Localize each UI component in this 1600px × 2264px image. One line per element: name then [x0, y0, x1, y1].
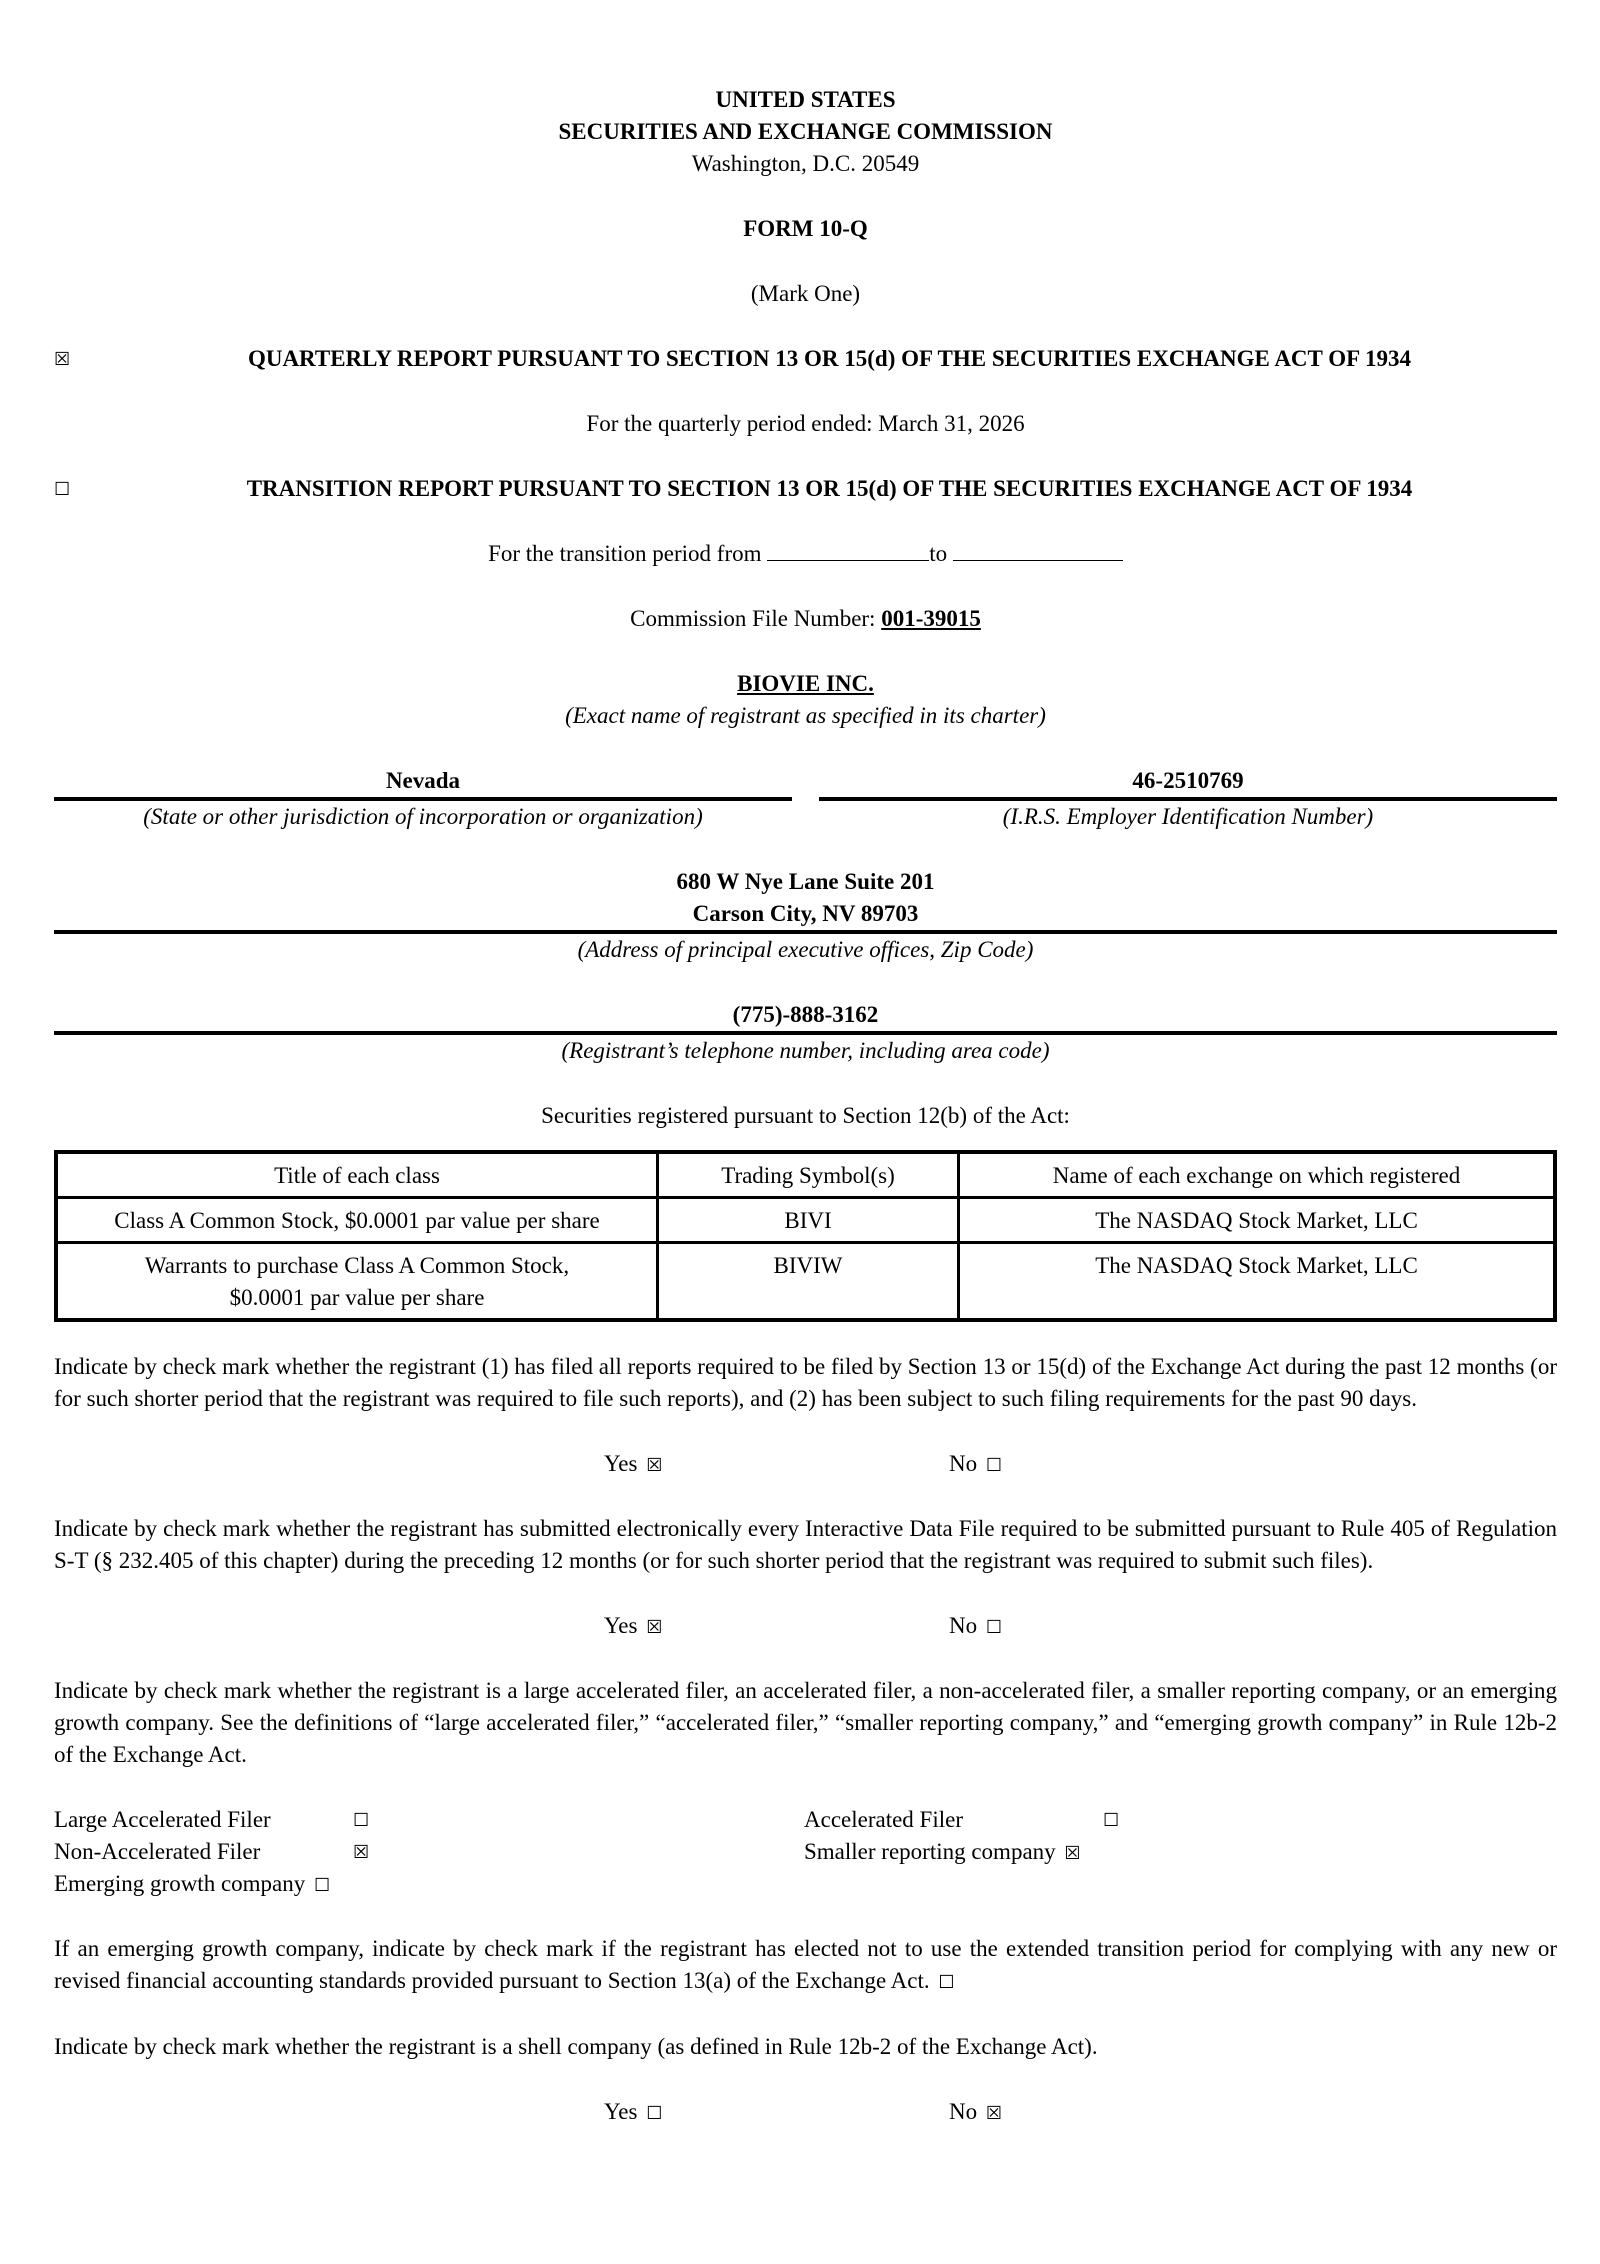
address-line-2: Carson City, NV 89703 — [692, 901, 919, 926]
transition-report-title: TRANSITION REPORT PURSUANT TO SECTION 13 OR 15(d) OF THE SECURITIES EXCHANGE ACT OF 1934 — [246, 476, 1413, 501]
yes-checkbox[interactable]: ☒ — [646, 1455, 663, 1475]
yes-option[interactable]: Yes ☒ — [604, 1613, 663, 1638]
quarterly-report-title: QUARTERLY REPORT PURSUANT TO SECTION 13 OR 15(d) OF THE SECURITIES EXCHANGE ACT OF 1934 — [247, 346, 1412, 371]
transition-report-row — [54, 473, 1557, 505]
emerging-growth-option[interactable]: Emerging growth company ☐ — [54, 1871, 331, 1896]
securities-intro: Securities registered pursuant to Section 12(b) of the Act: — [541, 1103, 1070, 1128]
table-row — [56, 1198, 1555, 1243]
table-row — [56, 1243, 1555, 1321]
no-option[interactable]: No ☐ — [949, 1451, 1003, 1476]
yes-checkbox[interactable]: ☐ — [646, 2103, 663, 2123]
yes-option[interactable]: Yes ☐ — [604, 2099, 663, 2124]
no-option[interactable]: No ☐ — [949, 1613, 1003, 1638]
transition-period — [54, 538, 1557, 570]
no-checkbox[interactable]: ☐ — [985, 1617, 1003, 1637]
no-checkbox[interactable]: ☒ — [985, 2103, 1003, 2123]
state-ein-row — [54, 765, 1557, 833]
quarterly-report-row — [54, 343, 1557, 375]
cell-title: Class A Common Stock, $0.0001 par value per share — [56, 1198, 658, 1243]
yes-checkbox[interactable]: ☒ — [646, 1617, 663, 1637]
state-value: Nevada — [385, 768, 461, 793]
commission-file-number: 001-39015 — [881, 606, 981, 631]
shell-company-question: Indicate by check mark whether the registrant is a shell company (as defined in Rule 12b-2 of the Exchange Act). — [54, 2034, 1098, 2059]
col-header-exchange: Name of each exchange on which registered — [959, 1152, 1556, 1198]
transition-from-blank[interactable] — [767, 538, 929, 561]
header-commission: SECURITIES AND EXCHANGE COMMISSION — [558, 119, 1053, 144]
large-accelerated-filer-checkbox[interactable]: ☐ — [353, 1810, 370, 1830]
address-caption: (Address of principal executive offices, Zip Code) — [577, 937, 1034, 962]
cell-exchange: The NASDAQ Stock Market, LLC — [959, 1198, 1556, 1243]
registrant-name-caption: (Exact name of registrant as specified in its charter) — [565, 703, 1046, 728]
smaller-reporting-option[interactable]: Smaller reporting company ☒ — [804, 1839, 1081, 1864]
shell-company-answer — [54, 2096, 1557, 2128]
transition-to-blank[interactable] — [953, 538, 1123, 561]
non-accelerated-filer-checkbox[interactable]: ☒ — [353, 1842, 370, 1862]
form-page — [54, 84, 1557, 2128]
registrant-name: BIOVIE INC. — [737, 671, 874, 696]
ein-block — [819, 765, 1557, 833]
emerging-growth-election-checkbox[interactable]: ☐ — [938, 1972, 955, 1992]
col-header-symbol: Trading Symbol(s) — [658, 1152, 959, 1198]
col-header-title: Title of each class — [56, 1152, 658, 1198]
form-title: FORM 10-Q — [743, 216, 868, 241]
filer-status-question: Indicate by check mark whether the registrant is a large accelerated filer, an accelerated filer, a non-accelerated filer, a smaller reporting company, or an emerging growth company. See the definitions of “large accelerated filer,” “accelerated filer,” “smaller reporting company,” and “emerging growth company” in Rule 12b-2 of the Exchange Act. — [54, 1678, 1557, 1767]
state-block — [54, 765, 792, 833]
no-checkbox[interactable]: ☐ — [985, 1455, 1003, 1475]
ein-caption: (I.R.S. Employer Identification Number) — [1002, 804, 1374, 829]
accelerated-filer-option[interactable]: Accelerated Filer — [804, 1807, 963, 1832]
cell-title-line-2: $0.0001 par value per share — [229, 1285, 485, 1310]
header-address: Washington, D.C. 20549 — [691, 151, 920, 176]
transition-to-label: to — [929, 541, 948, 566]
ein-value: 46-2510769 — [1132, 768, 1244, 793]
state-caption: (State or other jurisdiction of incorporation or organization) — [143, 804, 703, 829]
cell-exchange: The NASDAQ Stock Market, LLC — [959, 1243, 1556, 1321]
quarterly-period: For the quarterly period ended: March 31, 2026 — [586, 411, 1025, 436]
quarterly-checkbox[interactable]: ☒ — [54, 349, 71, 369]
cell-title-line-1: Warrants to purchase Class A Common Stock, — [144, 1253, 570, 1278]
phone-block — [54, 999, 1557, 1067]
emerging-growth-election-question: If an emerging growth company, indicate by check mark if the registrant has elected not to use the extended transition period for complying with any new or revised financial accounting standards provided pursuant to Section 13(a) of the Exchange Act. ☐ — [54, 1936, 1557, 1993]
yes-option[interactable]: Yes ☒ — [604, 1451, 663, 1476]
reports-filed-question: Indicate by check mark whether the registrant (1) has filed all reports required to be filed by Section 13 or 15(d) of the Exchange Act during the past 12 months (or for such shorter period that the registrant was required to file such reports), and (2) has been subject to such filing requirements for the past 90 days. — [54, 1354, 1557, 1411]
mark-one: (Mark One) — [750, 281, 861, 306]
cell-symbol: BIVI — [658, 1198, 959, 1243]
no-option[interactable]: No ☒ — [949, 2099, 1003, 2124]
securities-table — [54, 1150, 1557, 1322]
non-accelerated-filer-option[interactable]: Non-Accelerated Filer — [54, 1839, 261, 1864]
reports-filed-answer — [54, 1448, 1557, 1480]
smaller-reporting-checkbox[interactable]: ☒ — [1064, 1843, 1081, 1863]
filer-status-options — [54, 1804, 1557, 1900]
interactive-data-question: Indicate by check mark whether the registrant has submitted electronically every Interactive Data File required to be submitted pursuant to Rule 405 of Regulation S-T (§ 232.405 of this chapter) during the preceding 12 months (or for such shorter period that the registrant was required to submit such files). — [54, 1516, 1557, 1573]
phone-value: (775)-888-3162 — [732, 1002, 879, 1027]
address-block — [54, 866, 1557, 966]
phone-caption: (Registrant’s telephone number, including area code) — [561, 1038, 1050, 1063]
accelerated-filer-checkbox[interactable]: ☐ — [1103, 1810, 1120, 1830]
large-accelerated-filer-option[interactable]: Large Accelerated Filer — [54, 1807, 271, 1832]
address-line-1: 680 W Nye Lane Suite 201 — [676, 869, 935, 894]
commission-file — [54, 603, 1557, 635]
emerging-growth-checkbox[interactable]: ☐ — [314, 1875, 331, 1895]
cell-symbol: BIVIW — [658, 1243, 959, 1321]
header-country: UNITED STATES — [715, 87, 896, 112]
securities-header-row — [56, 1152, 1555, 1198]
transition-from-label: For the transition period from — [488, 541, 762, 566]
cell-title — [56, 1243, 658, 1321]
commission-file-label: Commission File Number: — [630, 606, 876, 631]
transition-checkbox[interactable]: ☐ — [54, 479, 71, 499]
interactive-data-answer — [54, 1610, 1557, 1642]
